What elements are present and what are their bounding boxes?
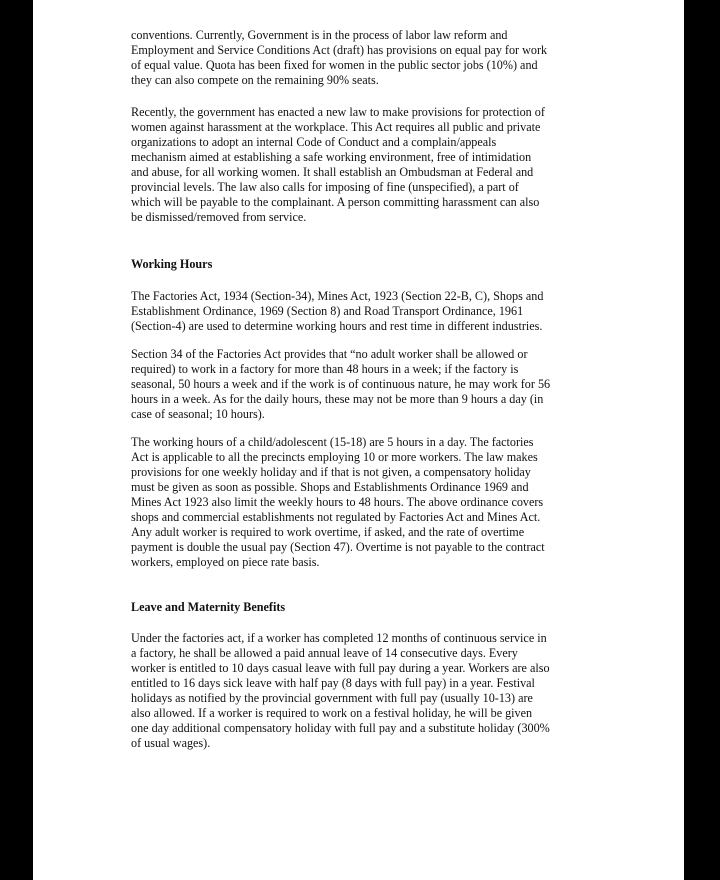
paragraph-leave-benefits: Under the factories act, if a worker has completed 12 months of continuous service in a factory, he shall be allowed a paid annual leave of 14 consecutive days. Every worker is entitled to 10 days casual leave with full pay during a year. Workers are also entitled to 16 days sick leave with half pay (8 days with full pay) in a year. Festival holidays as notified by the provincial government with full pay (usually 10-13) are also allowed. If a worker is required to work on a festival holiday, he will be given one day additional compensatory holiday with full pay and a substitute holiday (300% of usual wages). — [131, 631, 550, 750]
paragraph-section-34: Section 34 of the Factories Act provides that “no adult worker shall be allowed or required) to work in a factory for more than 48 hours in a week; if the factory is seasonal, 50 hours a week and if the work is of continuous nature, he may work for 56 hours in a week. As for the daily hours, these may not be more than 9 hours a day (in case of seasonal; 10 hours). — [131, 347, 551, 421]
document-body — [131, 28, 593, 751]
heading-working-hours: Working Hours — [131, 257, 213, 271]
paragraph-child-hours-overtime: The working hours of a child/adolescent (15-18) are 5 hours in a day. The factories Act is applicable to all the precincts employing 10 or more workers. The law makes provisions for one weekly holiday and if that is not given, a compensatory holiday must be given as soon as possible. Shops and Establishments Ordinance 1969 and Mines Act 1923 also limit the weekly hours to 48 hours. The above ordinance covers shops and commercial establishments not regulated by Factories Act and Mines Act. Any adult worker is required to work overtime, if asked, and the rate of overtime payment is double the usual pay (Section 47). Overtime is not payable to the contract workers, employed on piece rate basis. — [131, 435, 545, 569]
paragraph-equal-pay: conventions. Currently, Government is in the process of labor law reform and Employment and Service Conditions Act (draft) has provisions on equal pay for work of equal value. Quota has been fixed for women in the public sector jobs (10%) and they can also compete on the remaining 90% seats. — [131, 28, 548, 87]
heading-leave-maternity: Leave and Maternity Benefits — [131, 600, 286, 614]
paragraph-harassment-law: Recently, the government has enacted a new law to make provisions for protection of women against harassment at the workplace. This Act requires all public and private organizations to adopt an internal Code of Conduct and a complain/appeals mechanism aimed at establishing a safe working environment, free of intimidation and abuse, for all working women. It shall establish an Ombudsman at Federal and provincial levels. The law also calls for imposing of fine (unspecified), a part of which will be payable to the complainant. A person committing harassment can also be dismissed/removed from service. — [131, 105, 545, 224]
paragraph-working-hours-laws: The Factories Act, 1934 (Section-34), Mines Act, 1923 (Section 22-B, C), Shops and Establishment Ordinance, 1969 (Section 8) and Road Transport Ordinance, 1961 (Section-4) are used to determine working hours and rest time in different industries. — [131, 289, 544, 333]
document-page — [33, 0, 684, 880]
